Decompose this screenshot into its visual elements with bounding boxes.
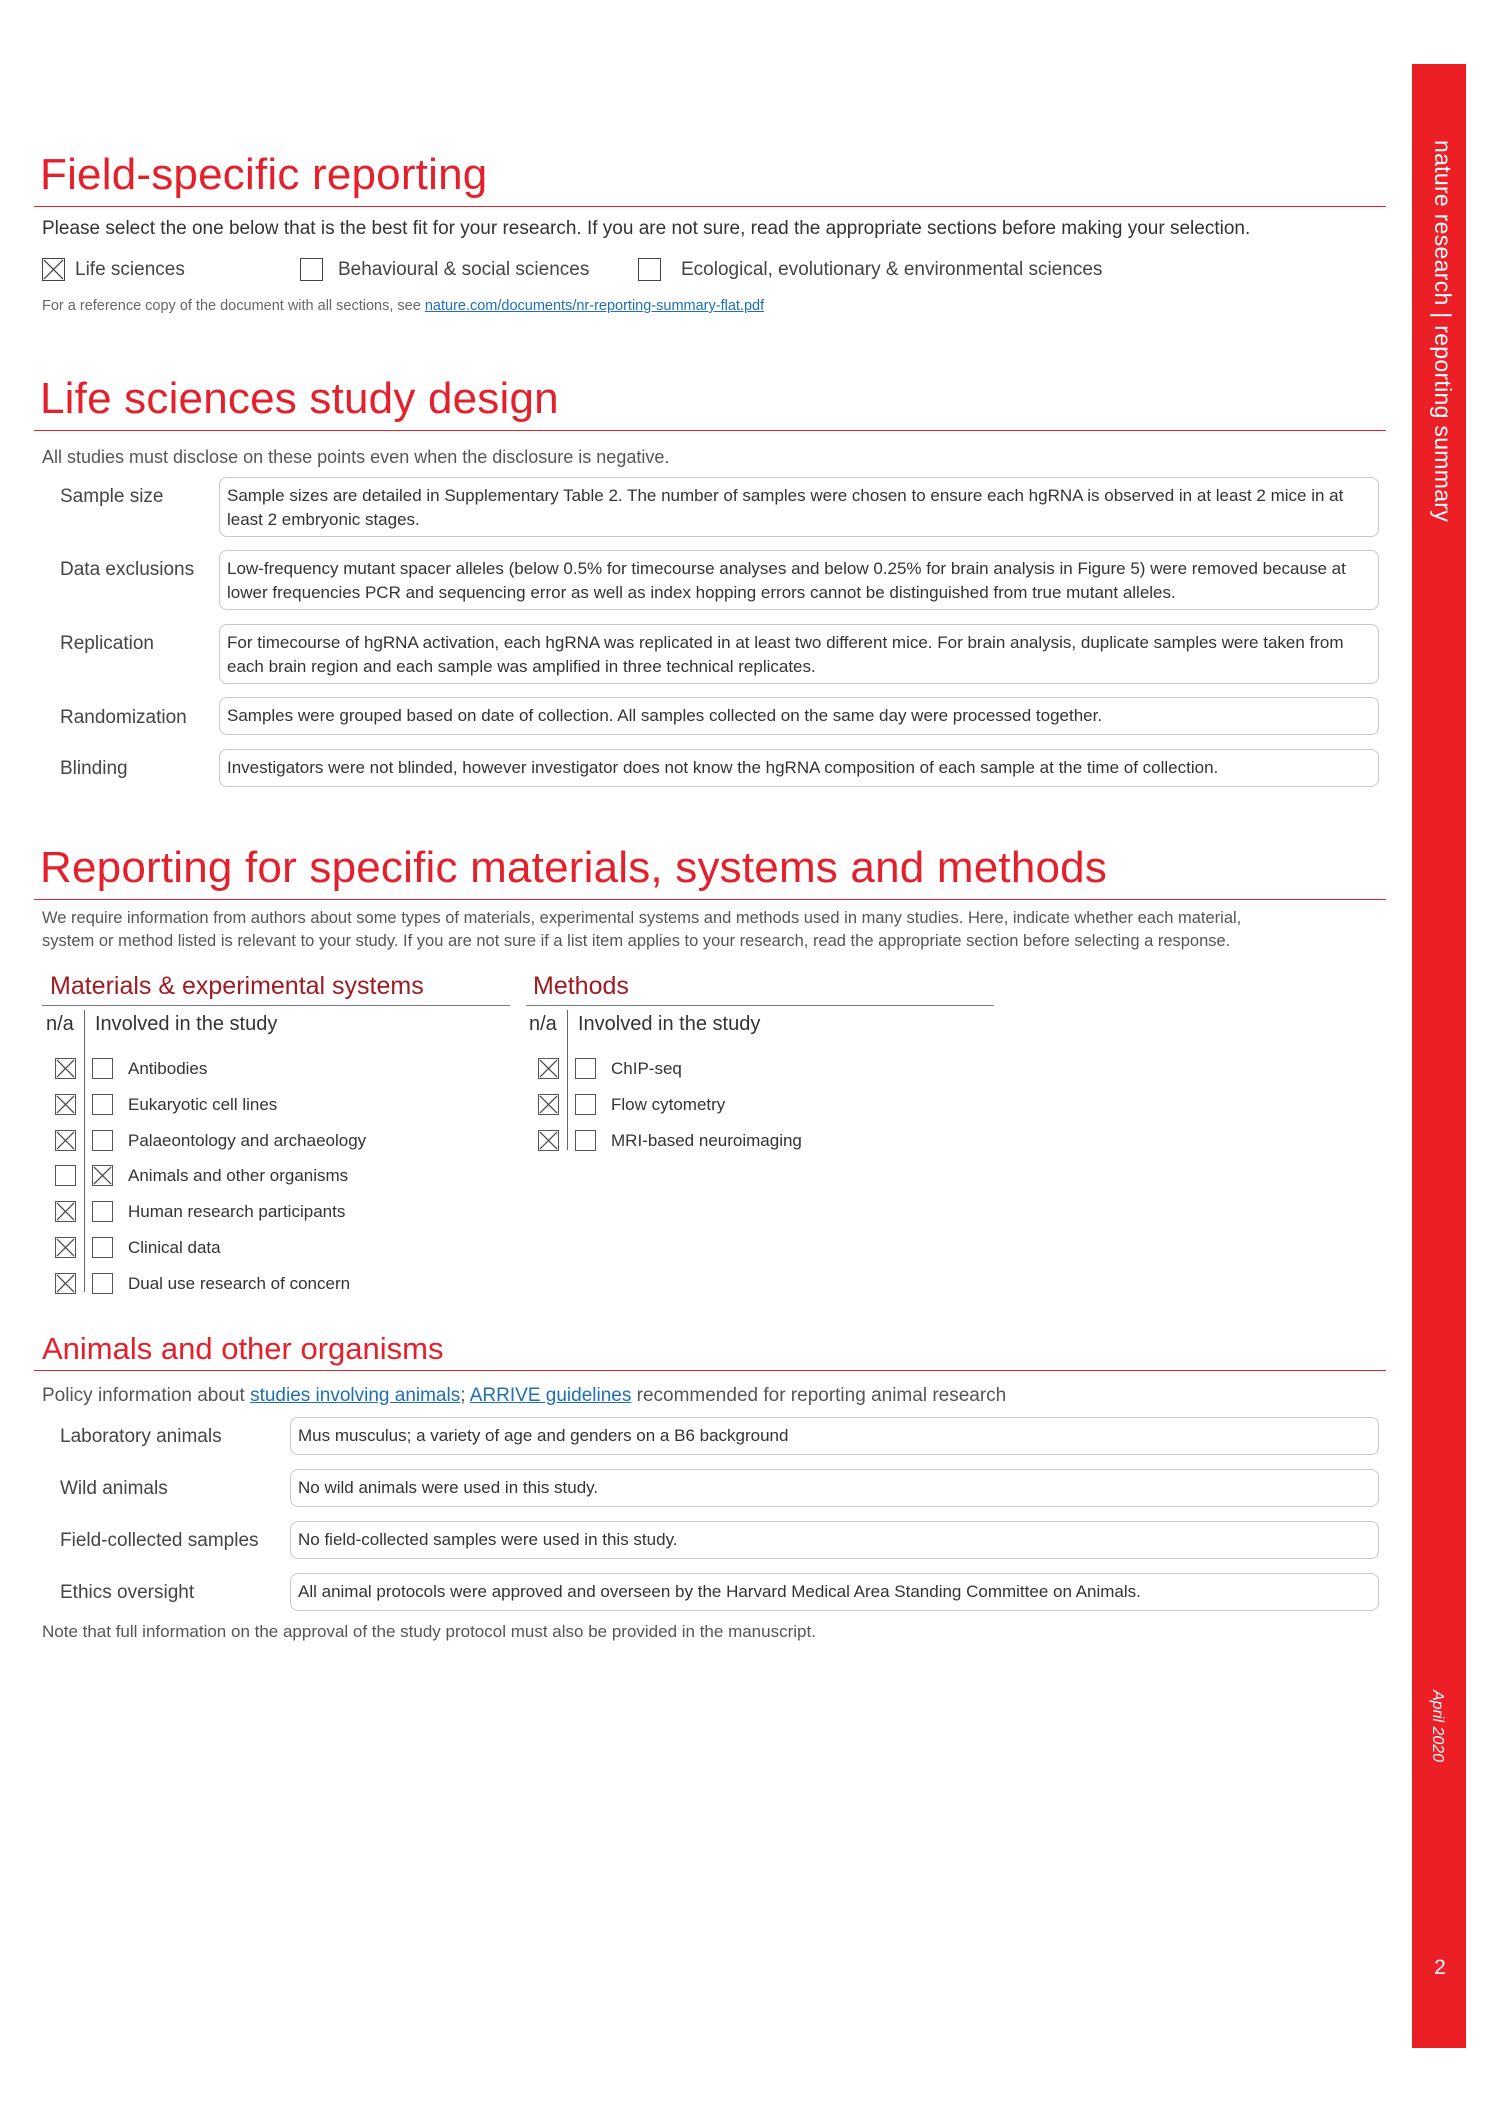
list-item-label: Animals and other organisms: [128, 1166, 349, 1186]
sample-size-label: Sample size: [60, 486, 164, 507]
blinding-field[interactable]: Investigators were not blinded, however investigator does not know the hgRNA composition of each sample at the time of collection.: [219, 749, 1379, 787]
study-design-heading: Life sciences study design: [40, 374, 559, 423]
field-instruction: Please select the one below that is the best fit for your research. If you are not sure, read the appropriate sections before making your selection.: [42, 218, 1251, 239]
involved-checkbox[interactable]: [92, 1165, 113, 1186]
data-exclusions-label: Data exclusions: [60, 559, 195, 580]
behavioural-checkbox[interactable]: [300, 258, 323, 281]
na-checkbox[interactable]: [55, 1237, 76, 1258]
sidebar-date: April 2020: [1429, 1690, 1446, 1763]
checked-x-icon: [56, 1202, 75, 1221]
checked-x-icon: [56, 1238, 75, 1257]
na-checkbox[interactable]: [55, 1094, 76, 1115]
list-item-label: Palaeontology and archaeology: [128, 1130, 367, 1150]
list-item-label: Antibodies: [128, 1059, 208, 1078]
replication-label: Replication: [60, 633, 154, 654]
na-checkbox[interactable]: [538, 1094, 559, 1115]
checked-x-icon: [43, 259, 64, 280]
sample-size-field[interactable]: Sample sizes are detailed in Supplementary Table 2. The number of samples were chosen to ensure each hgRNA is observed in at least 2 mice in at least 2 embryonic stages.: [219, 477, 1379, 537]
specific-intro-line2: system or method listed is relevant to your study. If you are not sure if a list item applies to your research, read the appropriate section before selecting a response.: [42, 932, 1231, 950]
list-item-label: Flow cytometry: [611, 1094, 726, 1114]
laboratory-animals-label: Laboratory animals: [60, 1426, 222, 1447]
involved-checkbox[interactable]: [575, 1058, 596, 1079]
animals-heading: Animals and other organisms: [42, 1331, 444, 1366]
arrive-guidelines-link[interactable]: ARRIVE guidelines: [469, 1385, 632, 1406]
checked-x-icon: [56, 1059, 75, 1078]
checked-x-icon: [539, 1131, 558, 1150]
studies-involving-animals-link[interactable]: studies involving animals: [250, 1385, 461, 1406]
na-checkbox[interactable]: [55, 1058, 76, 1079]
materials-rule: [42, 1005, 510, 1006]
ethics-oversight-label: Ethics oversight: [60, 1582, 195, 1603]
behavioural-label: Behavioural & social sciences: [338, 259, 590, 280]
wild-animals-field[interactable]: No wild animals were used in this study.: [290, 1469, 1379, 1507]
materials-involved-header: Involved in the study: [95, 1013, 278, 1035]
na-checkbox[interactable]: [538, 1058, 559, 1079]
section-rule: [34, 206, 1386, 207]
data-exclusions-field[interactable]: Low-frequency mutant spacer alleles (below 0.5% for timecourse analyses and below 0.25% for brain analysis in Figure 5) were removed because at lower frequencies PCR and sequencing error as well as index hopping errors cannot be distinguished from true mutant alleles.: [219, 550, 1379, 610]
field-collected-label: Field-collected samples: [60, 1530, 259, 1551]
wild-animals-label: Wild animals: [60, 1478, 168, 1499]
replication-field[interactable]: For timecourse of hgRNA activation, each hgRNA was replicated in at least two different mice. For brain analysis, duplicate samples were taken from each brain region and each sample was amplified in three technical replicates.: [219, 624, 1379, 684]
list-item-label: MRI-based neuroimaging: [611, 1130, 802, 1150]
na-checkbox[interactable]: [55, 1201, 76, 1222]
involved-checkbox[interactable]: [575, 1094, 596, 1115]
randomization-label: Randomization: [60, 707, 187, 728]
ethics-oversight-field[interactable]: All animal protocols were approved and overseen by the Harvard Medical Area Standing Committee on Animals.: [290, 1573, 1379, 1611]
methods-rule: [526, 1005, 994, 1006]
specific-intro-line1: We require information from authors about some types of materials, experimental systems and methods used in many studies. Here, indicate whether each material,: [42, 909, 1242, 927]
checked-x-icon: [539, 1059, 558, 1078]
checked-x-icon: [539, 1095, 558, 1114]
involved-checkbox[interactable]: [92, 1201, 113, 1222]
na-checkbox[interactable]: [55, 1273, 76, 1294]
methods-involved-header: Involved in the study: [578, 1013, 761, 1035]
reference-link[interactable]: nature.com/documents/nr-reporting-summary-flat.pdf: [424, 298, 765, 314]
reference-note: For a reference copy of the document with all sections, see nature.com/documents/nr-reporting-summary-flat.pdf: [42, 298, 765, 314]
life-sciences-checkbox[interactable]: [42, 258, 65, 281]
ecological-checkbox[interactable]: [638, 258, 661, 281]
sidebar-title: nature research | reporting summary: [1430, 140, 1456, 523]
involved-checkbox[interactable]: [92, 1094, 113, 1115]
materials-title: Materials & experimental systems: [50, 972, 424, 1000]
na-checkbox[interactable]: [55, 1130, 76, 1151]
checked-x-icon: [56, 1274, 75, 1293]
study-design-intro: All studies must disclose on these points even when the disclosure is negative.: [42, 447, 670, 467]
field-specific-heading: Field-specific reporting: [40, 150, 488, 199]
involved-checkbox[interactable]: [92, 1273, 113, 1294]
checked-x-icon: [56, 1095, 75, 1114]
na-checkbox[interactable]: [538, 1130, 559, 1151]
materials-na-header: n/a: [46, 1013, 74, 1035]
checked-x-icon: [56, 1131, 75, 1150]
list-item-label: Clinical data: [128, 1238, 221, 1257]
field-collected-field[interactable]: No field-collected samples were used in this study.: [290, 1521, 1379, 1559]
list-item-label: ChIP-seq: [611, 1059, 682, 1078]
methods-divider: [567, 1010, 568, 1150]
methods-title: Methods: [533, 972, 629, 1000]
specific-materials-heading: Reporting for specific materials, systems and methods: [40, 843, 1108, 892]
materials-divider: [84, 1010, 85, 1292]
list-item-label: Dual use research of concern: [128, 1273, 351, 1293]
methods-na-header: n/a: [529, 1013, 557, 1035]
blinding-label: Blinding: [60, 758, 128, 779]
involved-checkbox[interactable]: [92, 1130, 113, 1151]
involved-checkbox[interactable]: [92, 1058, 113, 1079]
checked-x-icon: [93, 1166, 112, 1185]
laboratory-animals-field[interactable]: Mus musculus; a variety of age and genders on a B6 background: [290, 1417, 1379, 1455]
section-rule: [34, 1370, 1386, 1371]
involved-checkbox[interactable]: [92, 1237, 113, 1258]
section-rule: [34, 430, 1386, 431]
involved-checkbox[interactable]: [575, 1130, 596, 1151]
life-sciences-label: Life sciences: [75, 259, 185, 280]
section-rule: [34, 899, 1386, 900]
ecological-label: Ecological, evolutionary & environmental sciences: [681, 259, 1103, 280]
list-item-label: Human research participants: [128, 1202, 346, 1222]
list-item-label: Eukaryotic cell lines: [128, 1094, 278, 1114]
randomization-field[interactable]: Samples were grouped based on date of collection. All samples collected on the same day were processed together.: [219, 697, 1379, 735]
page-number: 2: [1434, 1956, 1446, 1979]
animals-policy: Policy information about studies involving animals; ARRIVE guidelines recommended for reporting animal research: [42, 1385, 1007, 1406]
na-checkbox[interactable]: [55, 1165, 76, 1186]
approval-note: Note that full information on the approval of the study protocol must also be provided in the manuscript.: [42, 1622, 816, 1641]
